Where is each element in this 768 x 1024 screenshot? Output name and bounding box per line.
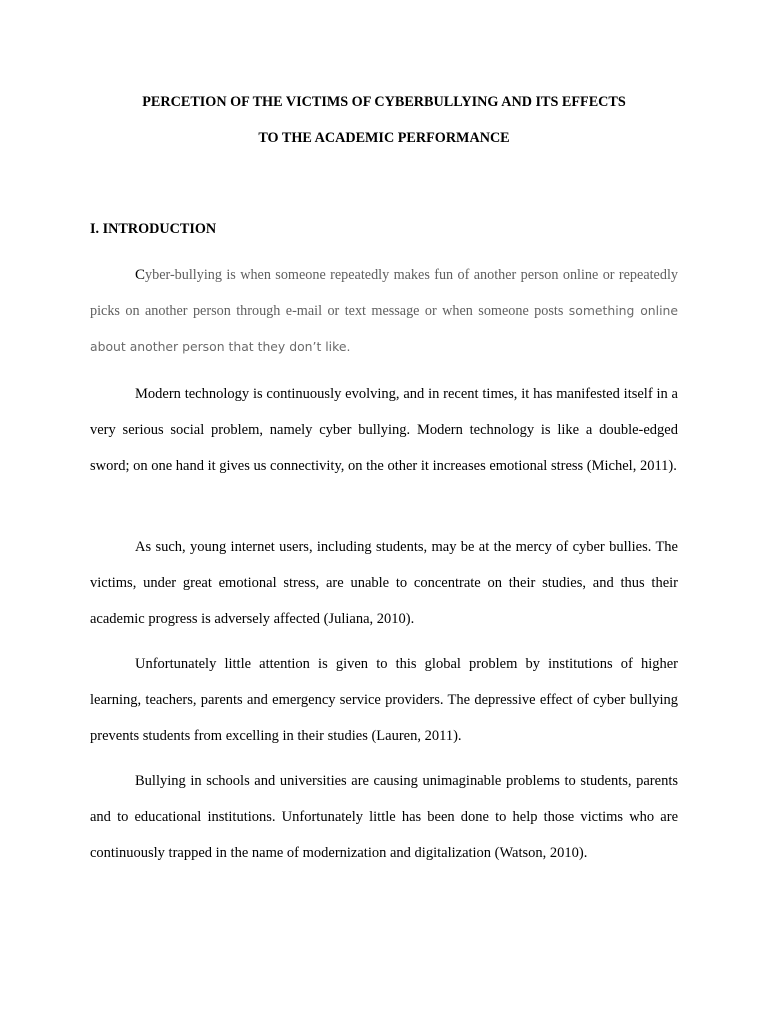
intro-text: yber-bullying is when someone repeatedly makes fun of another person online or repeatedly picks on another person through e-mail or text message or when someone posts bbox=[90, 267, 678, 319]
intro-drop-letter: C bbox=[135, 267, 146, 283]
section-heading: I. INTRODUCTION bbox=[90, 221, 217, 237]
intro-paragraph bbox=[90, 257, 678, 365]
body-paragraph-1: Modern technology is continuously evolving, and in recent times, it has manifested itself in a very serious social problem, namely cyber bullying. Modern technology is like a double-edged sword; on one hand it gives us connectivity, on the other it increases emotional stress (Michel, 2011). bbox=[90, 386, 678, 474]
document-title-line-2: TO THE ACADEMIC PERFORMANCE bbox=[258, 130, 510, 146]
body-paragraph-4: Bullying in schools and universities are causing unimaginable problems to students, parents and to educational institutions. Unfortunately little has been done to help those victims who are continuously trapped in the name of modernization and digitalization (Watson, 2010). bbox=[90, 773, 678, 861]
body-paragraph-3: Unfortunately little attention is given to this global problem by institutions of higher learning, teachers, parents and emergency service providers. The depressive effect of cyber bullying prevents students from excelling in their studies (Lauren, 2011). bbox=[90, 656, 678, 744]
body-paragraph-2: As such, young internet users, including students, may be at the mercy of cyber bullies. The victims, under great emotional stress, are unable to concentrate on their studies, and thus their academic progress is adversely affected (Juliana, 2010). bbox=[90, 539, 678, 627]
document-title-line-1: PERCETION OF THE VICTIMS OF CYBERBULLYING AND ITS EFFECTS bbox=[142, 94, 626, 110]
intro-text-alt-font: something online about another person that they don’t like. bbox=[90, 303, 678, 354]
